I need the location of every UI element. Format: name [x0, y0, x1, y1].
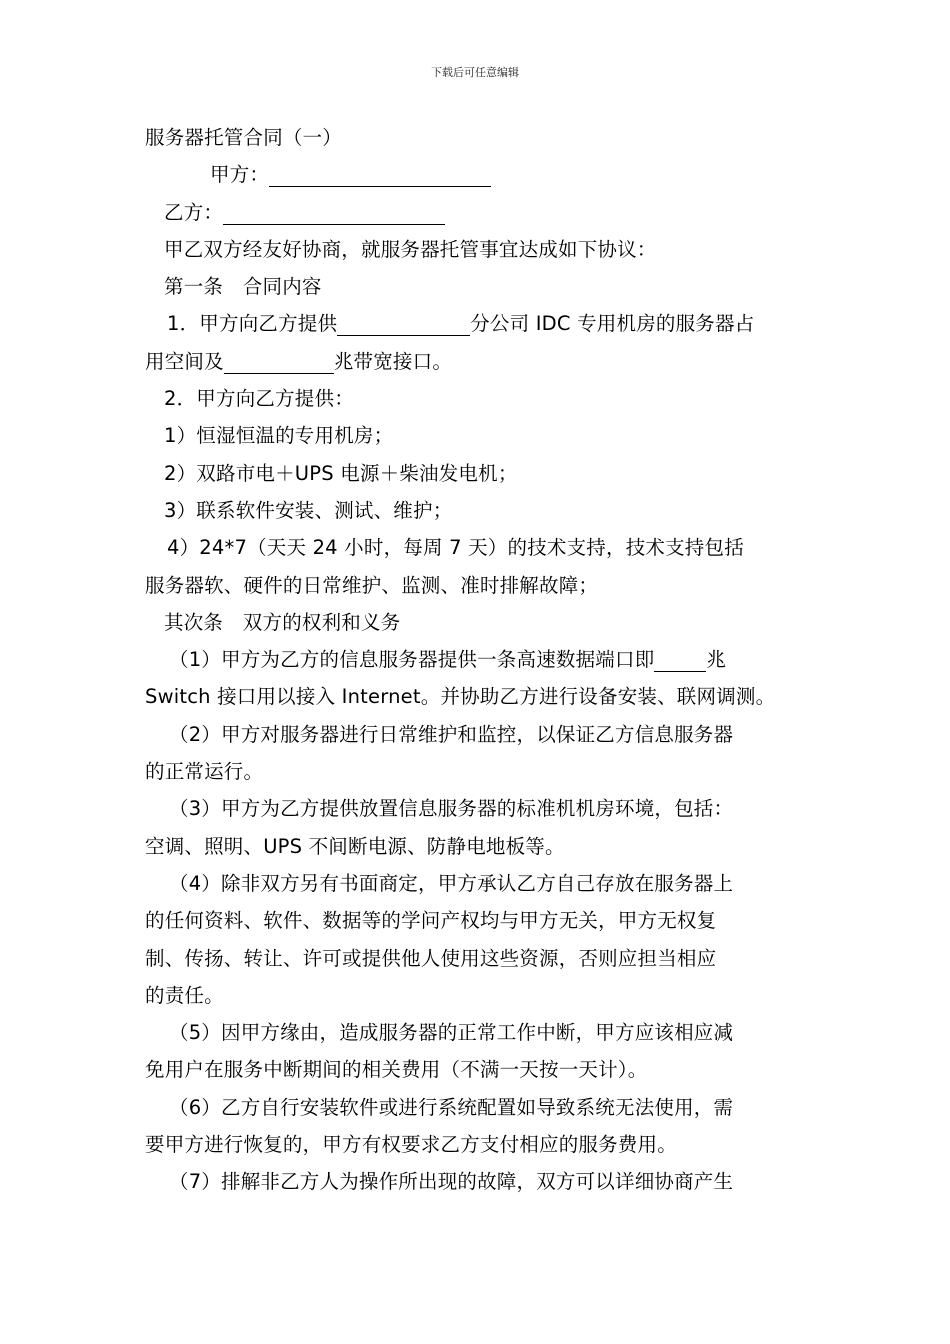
p1-text-a: （1）甲方为乙方的信息服务器提供一条高速数据端口即 — [169, 648, 655, 672]
article2-p5-line2: 免用户在服务中断期间的相关费用（不满一天按一天计）。 — [145, 1058, 648, 1082]
article2-p3-line1: （3）甲方为乙方提供放置信息服务器的标准机机房环境，包括： — [169, 797, 734, 821]
article2-p4-line3: 制、传扬、转让、许可或提供他人使用这些资源，否则应担当相应 — [145, 946, 717, 970]
party-b-label: 乙方： — [164, 200, 224, 224]
port-blank — [654, 647, 706, 672]
article2-p2-line2: 的正常运行。 — [145, 760, 264, 784]
party-b-line — [145, 194, 813, 231]
article1-sub1: 1）恒湿恒温的专用机房； — [164, 424, 394, 448]
article2-p1-line1 — [145, 641, 813, 678]
bandwidth-blank — [224, 349, 334, 374]
party-a-line — [145, 156, 813, 193]
branch-blank — [337, 311, 470, 336]
article1-sub4-line1: 4）24*7（天天 24 小时，每周 7 天）的技术支持，技术支持包括 — [167, 536, 744, 560]
article1-item1-line1 — [145, 305, 813, 342]
article2-p3-line2: 空调、照明、UPS 不间断电源、防静电地板等。 — [145, 834, 565, 858]
article1-sub2: 2）双路市电＋UPS 电源＋柴油发电机； — [164, 461, 518, 485]
item1-text-b: 分公司 IDC 专用机房的服务器占 — [470, 312, 755, 336]
document-body — [145, 119, 813, 1201]
article1-item2: 2．甲方向乙方提供： — [164, 387, 354, 411]
page-header-note: 下载后可任意编辑 — [431, 66, 519, 79]
article2-p5-line1: （5）因甲方缘由，造成服务器的正常工作中断，甲方应该相应减 — [169, 1021, 734, 1045]
article2-heading: 其次条 双方的权利和义务 — [164, 610, 401, 634]
contract-title: 服务器托管合同（一） — [145, 126, 343, 149]
article2-p7-line1: （7）排解非乙方人为操作所出现的故障，双方可以详细协商产生 — [169, 1170, 734, 1194]
party-a-blank — [269, 162, 491, 187]
item1-text-a: 1．甲方向乙方提供 — [167, 312, 338, 336]
article2-p6-line2: 要甲方进行恢复的，甲方有权要求乙方支付相应的服务费用。 — [145, 1133, 677, 1157]
article2-p1-line2: Switch 接口用以接入 Internet。并协助乙方进行设备安装、联网调测。 — [145, 685, 776, 709]
p1-text-b: 兆 — [706, 648, 727, 672]
article1-sub4-line2: 服务器软、硬件的日常维护、监测、准时排解故障； — [145, 573, 599, 597]
item1-text-d: 兆带宽接口。 — [333, 349, 453, 373]
article2-p2-line1: （2）甲方对服务器进行日常维护和监控，以保证乙方信息服务器 — [169, 722, 734, 746]
article2-p4-line1: （4）除非双方另有书面商定，甲方承认乙方自己存放在服务器上 — [169, 871, 734, 895]
article2-p6-line1: （6）乙方自行安装软件或进行系统配置如导致系统无法使用，需 — [169, 1095, 734, 1119]
party-b-blank — [223, 200, 445, 225]
article2-p4-line2: 的任何资料、软件、数据等的学问产权均与甲方无关，甲方无权复 — [145, 909, 717, 933]
article1-heading: 第一条 合同内容 — [164, 275, 322, 299]
party-a-label: 甲方： — [210, 163, 270, 187]
article2-p4-line4: 的责任。 — [145, 983, 224, 1007]
item1-text-c: 用空间及 — [145, 349, 224, 373]
article1-sub3: 3）联系软件安装、测试、维护； — [164, 498, 453, 522]
intro-paragraph: 甲乙双方经友好协商，就服务器托管事宜达成如下协议： — [164, 237, 657, 261]
article1-item1-line2 — [145, 343, 813, 380]
